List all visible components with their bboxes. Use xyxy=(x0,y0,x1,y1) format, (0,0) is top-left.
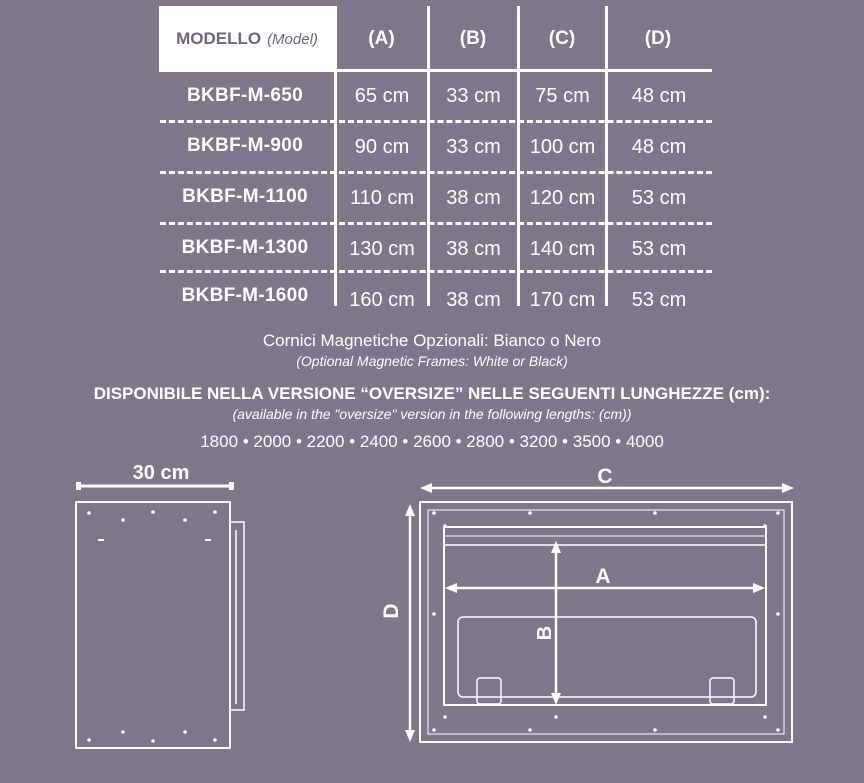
value-a: 160 cm xyxy=(349,288,415,311)
value-b: 33 cm xyxy=(446,84,501,107)
model-name: BKBF-M-650 xyxy=(187,85,303,106)
model-name: BKBF-M-1600 xyxy=(181,285,309,306)
value-d: 53 cm xyxy=(631,288,687,311)
dimension-d-label: D xyxy=(380,603,403,619)
side-view xyxy=(76,462,244,748)
value-c: 170 cm xyxy=(529,288,596,311)
value-d: 53 cm xyxy=(631,186,687,209)
value-a: 130 cm xyxy=(349,237,415,260)
header-model-sub: (Model) xyxy=(267,30,318,48)
value-c: 120 cm xyxy=(529,186,596,209)
header-model-label: MODELLO xyxy=(176,29,262,48)
dimension-a-label: A xyxy=(595,565,611,588)
frames-note: Cornici Magnetiche Opzionali: Bianco o Nero xyxy=(262,331,602,350)
value-d: 48 cm xyxy=(631,135,687,158)
oversize-note-english: (available in the "oversize" version in the following lengths: (cm)) xyxy=(232,406,632,422)
technical-drawing xyxy=(0,455,864,783)
dimension-b-label: B xyxy=(534,625,556,641)
header-col-d: (D) xyxy=(644,28,672,49)
value-b: 38 cm xyxy=(446,237,501,260)
dimensions-table xyxy=(0,0,864,320)
value-a: 65 cm xyxy=(354,84,410,107)
oversize-note: DISPONIBILE NELLA VERSIONE “OVERSIZE” NELLE SEGUENTI LUNGHEZZE (cm): xyxy=(93,384,771,403)
header-col-a: (A) xyxy=(368,28,395,49)
header-col-b: (B) xyxy=(459,28,487,49)
value-a: 110 cm xyxy=(349,186,415,209)
value-c: 100 cm xyxy=(529,135,596,158)
value-b: 38 cm xyxy=(446,186,501,209)
oversize-lengths: 1800 • 2000 • 2200 • 2400 • 2600 • 2800 • 3200 • 3500 • 4000 xyxy=(200,432,664,451)
value-a: 90 cm xyxy=(354,135,410,158)
value-c: 140 cm xyxy=(529,237,596,260)
value-d: 53 cm xyxy=(631,237,687,260)
value-c: 75 cm xyxy=(535,84,590,107)
model-name: BKBF-M-1100 xyxy=(182,186,308,207)
dimension-c-label: C xyxy=(597,465,613,488)
header-col-c: (C) xyxy=(548,28,576,49)
model-name: BKBF-M-900 xyxy=(187,135,303,156)
front-view xyxy=(380,465,794,742)
depth-label: 30 cm xyxy=(132,462,190,484)
header-model xyxy=(159,6,335,72)
frames-note-english: (Optional Magnetic Frames: White or Black) xyxy=(296,353,568,369)
model-name: BKBF-M-1300 xyxy=(181,237,309,258)
value-b: 38 cm xyxy=(446,288,501,311)
value-d: 48 cm xyxy=(631,84,687,107)
value-b: 33 cm xyxy=(446,135,501,158)
